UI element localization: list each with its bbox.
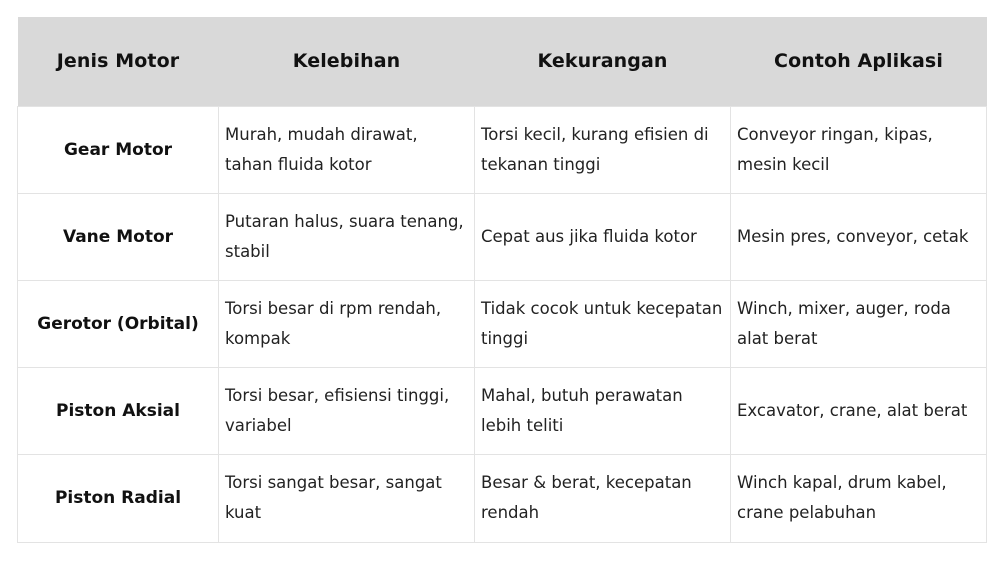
aplikasi-cell: Mesin pres, conveyor, cetak — [731, 193, 987, 280]
hydraulic-motor-comparison-table — [17, 17, 987, 543]
kelebihan-cell: Putaran halus, suara tenang, stabil — [219, 193, 475, 280]
aplikasi-cell: Winch, mixer, auger, roda alat berat — [731, 280, 987, 367]
table-row — [18, 280, 987, 367]
header-kelebihan: Kelebihan — [219, 17, 475, 106]
table-row — [18, 367, 987, 454]
header-kekurangan: Kekurangan — [475, 17, 731, 106]
motor-name-cell: Gerotor (Orbital) — [18, 280, 219, 367]
header-jenis-motor: Jenis Motor — [18, 17, 219, 106]
kekurangan-cell: Besar & berat, kecepatan rendah — [475, 454, 731, 542]
table-body — [18, 106, 987, 542]
motor-name-cell: Vane Motor — [18, 193, 219, 280]
comparison-table-container — [17, 17, 986, 543]
table-row — [18, 193, 987, 280]
table-row — [18, 454, 987, 542]
kekurangan-cell: Mahal, butuh perawatan lebih teliti — [475, 367, 731, 454]
kelebihan-cell: Torsi besar, efisiensi tinggi, variabel — [219, 367, 475, 454]
kelebihan-cell: Torsi besar di rpm rendah, kompak — [219, 280, 475, 367]
motor-name-cell: Piston Radial — [18, 454, 219, 542]
kelebihan-cell: Torsi sangat besar, sangat kuat — [219, 454, 475, 542]
kekurangan-cell: Torsi kecil, kurang efisien di tekanan tinggi — [475, 106, 731, 193]
table-header — [18, 17, 987, 106]
kekurangan-cell: Cepat aus jika fluida kotor — [475, 193, 731, 280]
table-row — [18, 106, 987, 193]
motor-name-cell: Piston Aksial — [18, 367, 219, 454]
motor-name-cell: Gear Motor — [18, 106, 219, 193]
kekurangan-cell: Tidak cocok untuk kecepatan tinggi — [475, 280, 731, 367]
header-contoh-aplikasi: Contoh Aplikasi — [731, 17, 987, 106]
kelebihan-cell: Murah, mudah dirawat, tahan fluida kotor — [219, 106, 475, 193]
aplikasi-cell: Conveyor ringan, kipas, mesin kecil — [731, 106, 987, 193]
aplikasi-cell: Excavator, crane, alat berat — [731, 367, 987, 454]
header-row — [18, 17, 987, 106]
aplikasi-cell: Winch kapal, drum kabel, crane pelabuhan — [731, 454, 987, 542]
